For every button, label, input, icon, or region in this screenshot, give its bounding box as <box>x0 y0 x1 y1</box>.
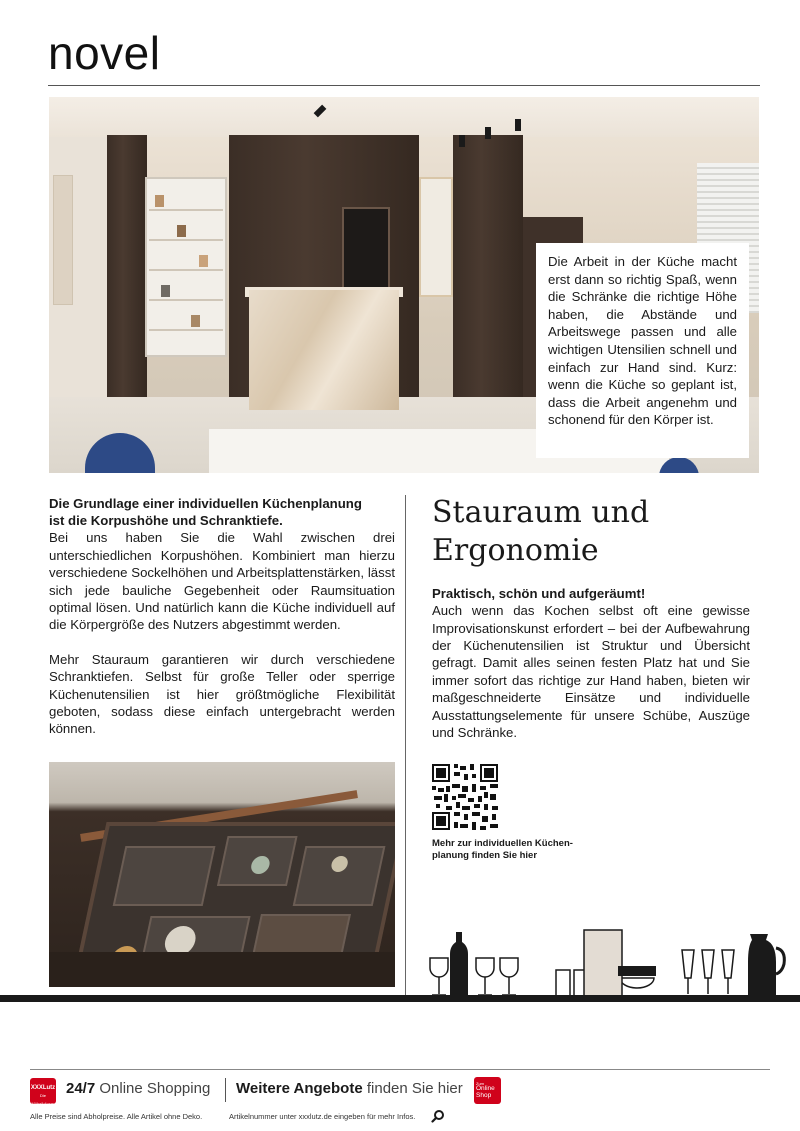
right-paragraph: Auch wenn das Kochen selbst oft eine gewisse Improvisationskunst erfordert – bei der Aufbewahrung der Küchenutensilien ist Struktur und Übersicht gefragt. Damit alles seinen festen Platz hat und Sie immer sofort das richtige zur Hand haben, bieten wir maßgeschneiderte Einsätze und individuelle Ausstattungselemente für unsere Schübe, Auszüge und Schränke. <box>432 603 750 741</box>
column-divider <box>405 495 406 995</box>
left-column <box>49 495 395 738</box>
price-disclaimer: Alle Preise sind Abholpreise. Alle Artikel ohne Deko. <box>30 1112 203 1121</box>
online-shopping-label: 24/7 Online Shopping <box>66 1080 211 1097</box>
left-paragraph-2: Mehr Stauraum garantieren wir durch verschiedene Schranktiefen. Selbst für große Teller oder sperrige Küchenutensilien ist hier größtmögliche Flexibilität geboten, sodass diese einfach untergebracht werden können. <box>49 651 395 737</box>
left-paragraph-1: Bei uns haben Sie die Wahl zwischen drei unterschiedlichen Korpushöhen. Kombiniert man hierzu verschiedene Sockelhöhen und Arbeitsplattenstärken, lässt sich jede bauliche Gegebenheit oder Raumsituation optimal lösen. Und natürlich kann die Küche individuell auf die Körpergröße des Nutzers abgestimmt werden. <box>49 530 395 633</box>
footer-divider <box>30 1069 770 1070</box>
online-shop-logo[interactable]: Zum Online Shop <box>474 1077 501 1104</box>
search-icon[interactable] <box>431 1109 445 1123</box>
xxxlutz-logo[interactable]: XXXLutz Die Möbelhäuser <box>30 1078 56 1104</box>
top-divider <box>48 85 760 86</box>
left-lead: Die Grundlage einer individuellen Küchenplanung ist die Korpushöhe und Schranktiefe. <box>49 496 362 529</box>
right-column <box>432 585 750 741</box>
section-heading: Stauraum und Ergonomie <box>432 495 650 568</box>
footer-separator <box>225 1078 226 1102</box>
right-lead: Praktisch, schön und aufgeräumt! <box>432 586 646 601</box>
brand-logo: novel <box>48 27 161 79</box>
qr-code[interactable] <box>432 764 498 830</box>
shelf-line <box>0 995 800 1002</box>
qr-caption: Mehr zur individuellen Küchen- planung finden Sie hier <box>432 838 573 861</box>
hero-callout-text: Die Arbeit in der Küche macht erst dann so richtig Spaß, wenn die Schränke die richtige Höhe haben, die Abstände und Arbeitswege passen und alle wichtigen Utensilien schnell und einfach zur Hand sind. Kurz: wenn die Küche so geplant ist, dass die Arbeit angenehm und schonend für den Körper ist. <box>536 243 749 458</box>
drawer-organizer-photo <box>49 762 395 987</box>
more-offers-link[interactable]: Weitere Angebote finden Sie hier <box>236 1080 463 1097</box>
article-number-hint: Artikelnummer unter xxxlutz.de eingeben für mehr Infos. <box>229 1112 416 1121</box>
kitchenware-illustration <box>420 920 800 998</box>
